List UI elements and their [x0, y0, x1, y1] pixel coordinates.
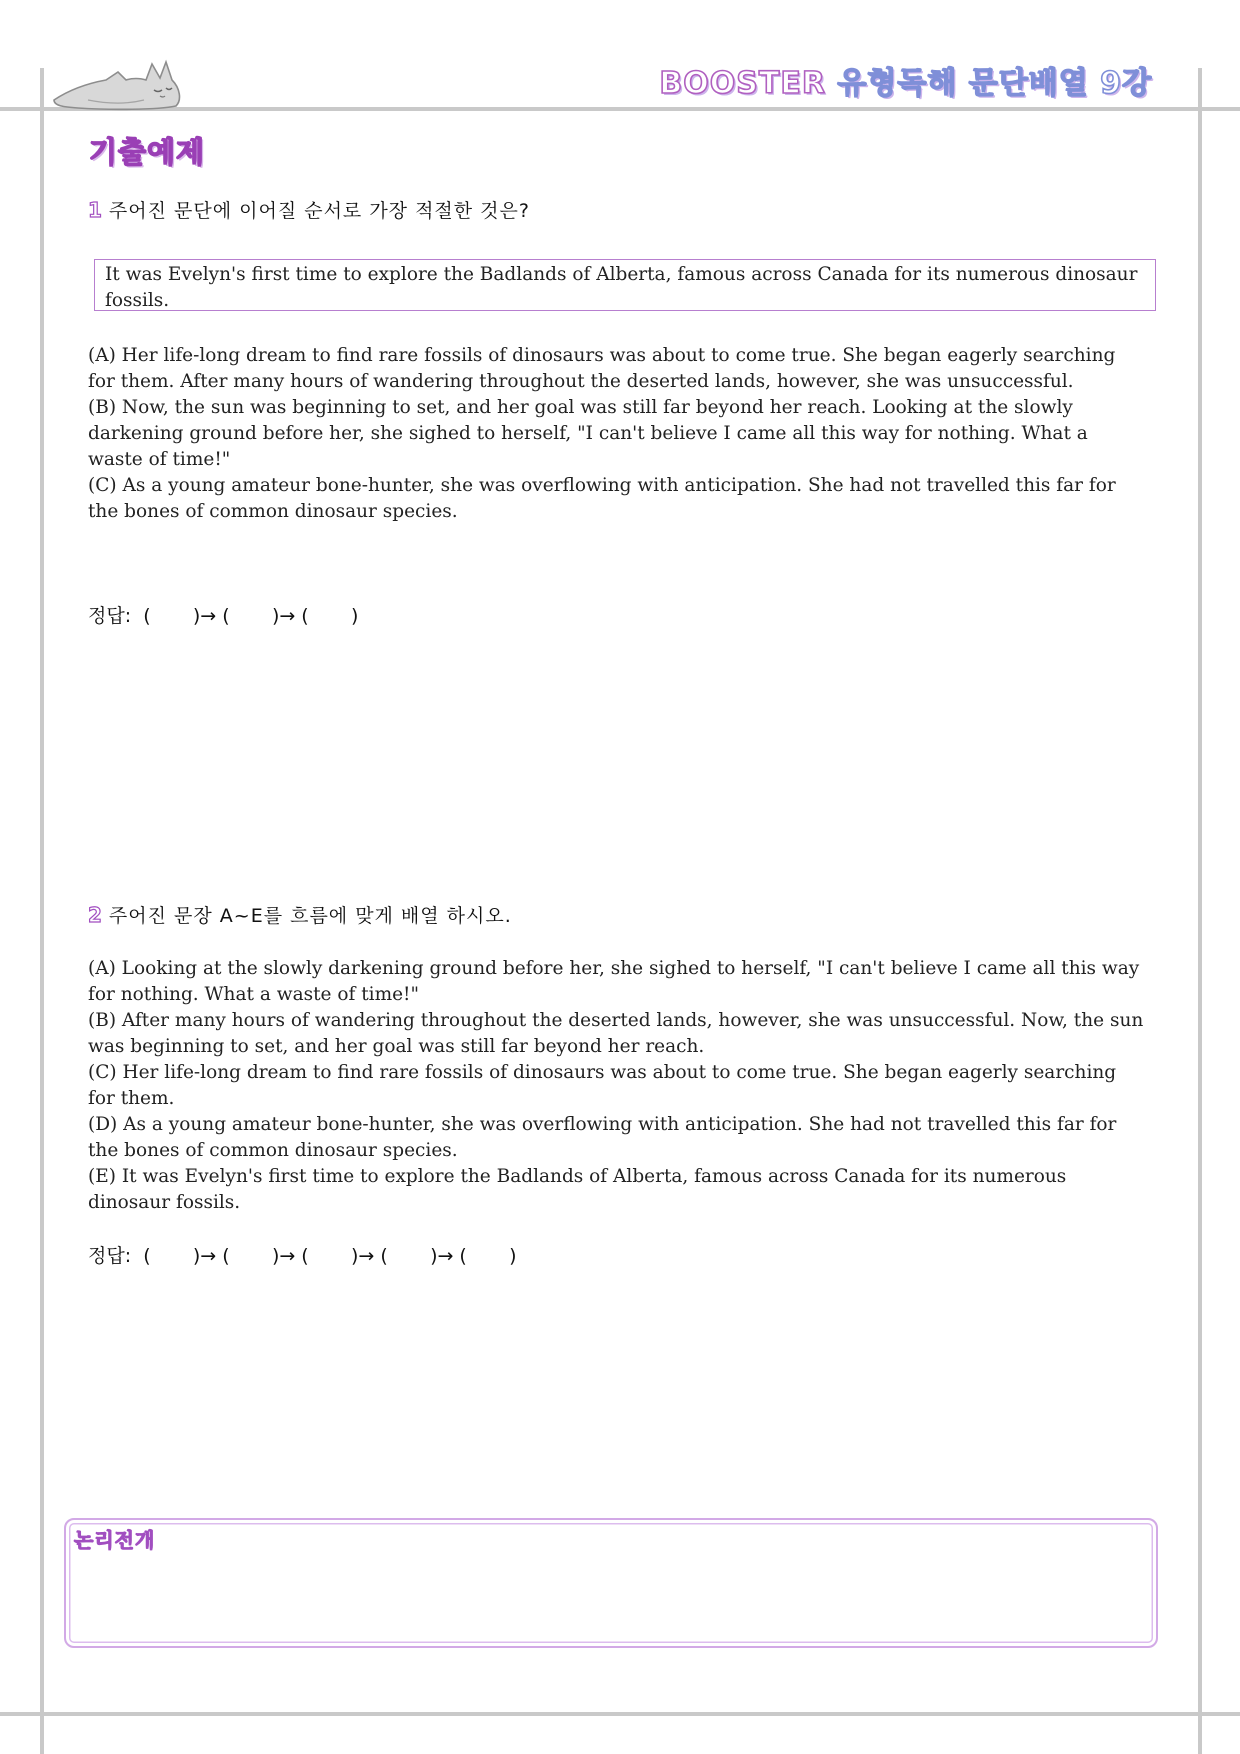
question-1-paragraph-b: (B) Now, the sun was beginning to set, and her goal was still far beyond her reach. Looking at the slowly darkening ground before her, she sighed to herself, "I can't believe I came all this way for nothing. What a waste of time!"	[88, 397, 1088, 470]
question-1-instruction: 주어진 문단에 이어질 순서로 가장 적절한 것은?	[108, 200, 530, 222]
question-2-paragraph-d: (D) As a young amateur bone-hunter, she was overflowing with anticipation. She had not travelled this far for the bones of common dinosaur species.	[88, 1114, 1117, 1161]
page-frame-right	[1198, 68, 1202, 1754]
section-title: 기출예제	[89, 135, 206, 169]
question-2-paragraph-e: (E) It was Evelyn's first time to explore the Badlands of Alberta, famous across Canada for its numerous dinosaur fossils.	[88, 1166, 1067, 1213]
question-2-instruction: 주어진 문장 A~E를 흐름에 맞게 배열 하시오.	[108, 905, 512, 927]
question-2-answer-line: 정답: ( )→ ( )→ ( )→ ( )→ ( )	[88, 1245, 517, 1267]
question-1-given-paragraph: It was Evelyn's first time to explore the Badlands of Alberta, famous across Canada for its numerous dinosaur fossils.	[94, 259, 1156, 311]
question-2-paragraph-a: (A) Looking at the slowly darkening ground before her, she sighed to herself, "I can't believe I came all this way for nothing. What a waste of time!"	[88, 958, 1140, 1005]
question-2-paragraph-c: (C) Her life-long dream to find rare fossils of dinosaurs was about to come true. She began eagerly searching for them.	[88, 1062, 1117, 1109]
page-frame-left	[40, 68, 44, 1754]
question-2-passage	[88, 956, 1148, 1216]
logic-notes-label: 논리전개	[74, 1528, 156, 1552]
question-1-passage	[88, 343, 1148, 525]
question-1-paragraph-c: (C) As a young amateur bone-hunter, she was overflowing with anticipation. She had not travelled this far for the bones of common dinosaur species.	[88, 475, 1116, 522]
question-1-answer-line: 정답: ( )→ ( )→ ( )	[88, 605, 359, 627]
question-1-paragraph-a: (A) Her life-long dream to find rare fossils of dinosaurs was about to come true. She began eagerly searching for them. After many hours of wandering throughout the deserted lands, however, she was unsuccessful.	[88, 345, 1116, 392]
page-frame-bottom	[0, 1712, 1240, 1716]
header-title	[659, 58, 1152, 102]
question-1-header	[88, 196, 530, 223]
page-frame-top	[0, 107, 1240, 111]
header-title-lesson: 유형독해 문단배열 9강	[837, 66, 1152, 101]
question-1-number: 1	[88, 198, 103, 222]
question-2-paragraph-b: (B) After many hours of wandering throughout the deserted lands, however, she was unsuccessful. Now, the sun was beginning to set, and her goal was still far beyond her reach.	[88, 1010, 1144, 1057]
sleeping-cat-icon	[48, 50, 183, 112]
header-title-brand: BOOSTER	[659, 66, 826, 101]
question-2-number: 2	[88, 903, 103, 927]
question-2-header	[88, 901, 512, 928]
logic-notes-box[interactable]	[64, 1518, 1158, 1648]
